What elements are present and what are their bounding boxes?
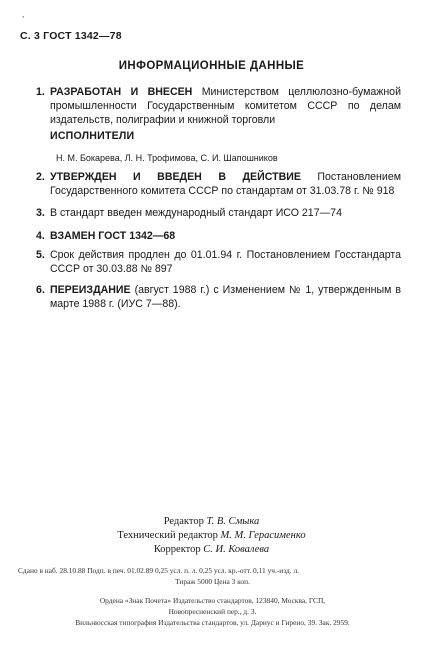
item-bold-text: ВЗАМЕН ГОСТ 1342—68: [50, 230, 176, 242]
item-text: Срок действия продлен до 01.01.94 г. Постановлением Госстандарта СССР от 30.03.88 № 897: [50, 249, 401, 275]
item-text: Министерством целлюлозно-бумажной промышленности Государственным комитетом СССР по делам издательств, полиграфии и книжной торговли: [50, 86, 401, 126]
corner-mark: ,: [22, 10, 25, 19]
item-text: В стандарт введен международный стандарт ИСО 217—74: [50, 207, 342, 219]
footer-publisher-line-2: Новопресненский пер., д. 3.: [168, 607, 257, 616]
credit-editor: [0, 515, 423, 529]
credit-technical-editor: [0, 529, 423, 543]
footer-publisher-line-1: Ордена «Знак Почета» Издательство стандартов, 123840, Москва, ГСП,: [99, 596, 326, 605]
footer-imprint-line-2: Тираж 5000 Цена 3 коп.: [175, 577, 250, 586]
credit-role: Технический редактор: [117, 530, 221, 541]
item-bold-text: ПЕРЕИЗДАНИЕ: [50, 284, 131, 296]
item-text: Постановлением Государственного комитета СССР по стандартам от 31.03.78 г. № 918: [50, 171, 401, 197]
item-text: (август 1988 г.) с Изменением № 1, утвержденным в марте 1988 г. (ИУС 7—88).: [50, 284, 401, 310]
credit-role: Редактор: [163, 516, 207, 527]
list-item-6: [36, 283, 401, 311]
list-item-5: [36, 248, 401, 276]
credit-name: С. И. Ковалева: [203, 544, 270, 555]
list-item-1: [36, 85, 401, 127]
credit-role: Корректор: [153, 544, 204, 555]
item-number: 6.: [36, 284, 45, 296]
credit-corrector: [0, 543, 423, 557]
credit-name: М. М. Герасименко: [220, 530, 306, 541]
item-number: 1.: [36, 86, 45, 98]
performers-title: ИСПОЛНИТЕЛИ: [50, 130, 135, 142]
footer-imprint-line-1: Сдано в наб. 28.10.88 Подп. в печ. 01.02.89 0,25 усл. п. л. 0,25 усл. кр.-отт. 0,11 уч.-изд. л.: [18, 566, 300, 575]
performers-names: Н. М. Бокарева, Л. Н. Трофимова, С. И. Шапошников: [56, 153, 278, 163]
item-number: 3.: [36, 207, 45, 219]
item-number: 4.: [36, 230, 45, 242]
page-title: ИНФОРМАЦИОННЫЕ ДАННЫЕ: [118, 60, 305, 72]
list-item-3: [36, 206, 401, 220]
list-item-2: [36, 170, 401, 198]
item-bold-text: РАЗРАБОТАН И ВНЕСЕН: [50, 86, 193, 98]
page-header: С. 3 ГОСТ 1342—78: [20, 30, 122, 42]
item-number: 5.: [36, 249, 45, 261]
item-bold-text: УТВЕРЖДЕН И ВВЕДЕН В ДЕЙСТВИЕ: [50, 171, 301, 183]
item-number: 2.: [36, 171, 45, 183]
footer-printer-line: Вильнюсская типография Издательства стандартов, ул. Дариус и Гирено, 39. Зак. 2959.: [75, 618, 350, 627]
credit-name: Т. В. Смыка: [206, 516, 260, 527]
list-item-4: [36, 229, 401, 243]
